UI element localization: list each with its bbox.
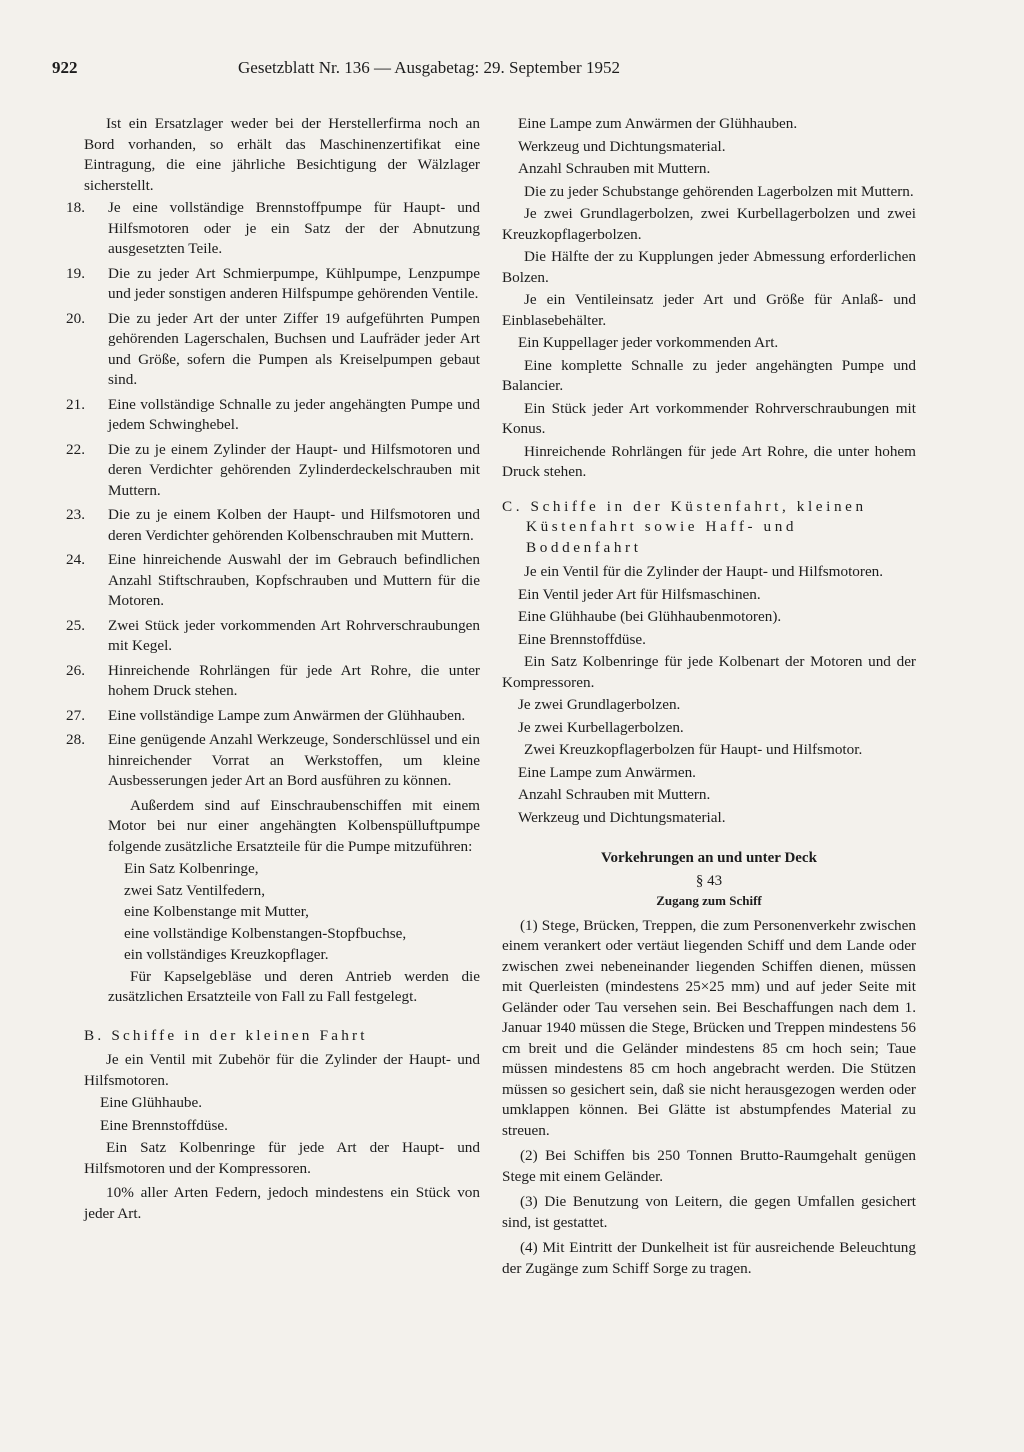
intro-paragraph: Ist ein Ersatzlager weder bei der Herstellerfirma noch an Bord vorhanden, so erhält das Maschinenzertifikat eine Eintragung, die eine jährliche Besichtigung der Wälzlager sicherstellt. [84,115,480,194]
running-title: Gesetzblatt Nr. 136 — Ausgabetag: 29. September 1952 [238,58,620,77]
list-item [66,309,480,391]
section-heading: Vorkehrungen an und unter Deck [601,850,817,866]
section-b-cont-line: Eine Lampe zum Anwärmen der Glühhauben. [518,115,798,132]
paragraph-title: Zugang zum Schiff [656,893,762,908]
list-item [66,505,480,546]
item-number: 27. [66,706,85,724]
section-b-cont-line: Je ein Ventileinsatz jeder Art und Größe für Anlaß- und Einblasebehälter. [502,291,916,329]
section-c-line: Je ein Ventil für die Zylinder der Haupt- und Hilfsmotoren. [524,563,884,580]
sublist-item: ein vollständiges Kreuzkopflager. [124,946,329,963]
list-item [66,395,480,436]
section-c-line: Zwei Kreuzkopflagerbolzen für Haupt- und Hilfsmotor. [524,741,863,758]
section-b-title: B. Schiffe in der kleinen Fahrt [84,1026,368,1044]
item-number: 26. [66,661,85,679]
list-item [66,198,480,260]
section-b-cont-line: Ein Stück jeder Art vorkommender Rohrverschraubungen mit Konus. [502,399,916,437]
page-header [52,58,974,84]
item-text: Die zu jeder Art der unter Ziffer 19 aufgeführten Pumpen gehörenden Lagerschalen, Buchsen und Laufräder jeder Art und Größe, sofern die Pumpen als Kreiselpumpen gebaut sind. [108,309,480,388]
list-item [66,440,480,502]
section-c-title: C. Schiffe in der Küstenfahrt, kleinen Küstenfahrt sowie Haff- und Boddenfahrt [502,497,867,556]
item-number: 25. [66,616,85,634]
paragraph-number: § 43 [695,872,723,889]
section-c-line: Eine Glühhaube (bei Glühhaubenmotoren). [518,608,782,625]
section-c-line: Ein Ventil jeder Art für Hilfsmaschinen. [518,585,761,603]
page-number: 922 [52,58,78,77]
item-number: 24. [66,551,85,568]
section-b-cont-line: Anzahl Schrauben mit Muttern. [518,160,711,177]
item-text: Eine hinreichende Auswahl der im Gebrauch befindlichen Anzahl Stiftschrauben, Kopfschrauben und Muttern für die Motoren. [108,551,480,609]
list-item [66,706,480,727]
section-b-cont-line: Ein Kuppellager jeder vorkommenden Art. [518,334,779,351]
regulation-paragraph: (2) Bei Schiffen bis 250 Tonnen Brutto-Raumgehalt genügen Stege mit einem Geländer. [502,1147,916,1185]
item-number: 22. [66,440,85,458]
list-item [66,730,480,792]
item-text: Die zu jeder Art Schmierpumpe, Kühlpumpe, Lenzpumpe und jeder sonstigen anderen Hilfspumpe gehörenden Ventile. [108,264,480,302]
sublist-item: eine Kolbenstange mit Mutter, [124,903,309,920]
section-b-line: 10% aller Arten Federn, jedoch mindestens ein Stück von jeder Art. [84,1184,480,1222]
item-text: Eine genügende Anzahl Werkzeuge, Sonderschlüssel und ein hinreichender Vorrat an Werkstoffen, um kleine Ausbesserungen jeder Art an Bord ausführen zu können. [108,731,480,789]
list-item [66,264,480,305]
item-number: 23. [66,506,85,523]
section-c-line: Je zwei Grundlagerbolzen. [518,696,681,713]
item-text: Hinreichende Rohrlängen für jede Art Rohre, die unter hohem Druck stehen. [108,661,480,699]
item-text: Zwei Stück jeder vorkommenden Art Rohrverschraubungen mit Kegel. [108,616,480,654]
section-c-line: Je zwei Kurbellagerbolzen. [518,718,684,736]
capsule-blower-paragraph: Für Kapselgebläse und deren Antrieb werden die zusätzlichen Ersatzteile von Fall zu Fall festgelegt. [108,967,480,1005]
sublist-item: Ein Satz Kolbenringe, [124,860,259,877]
section-c-line: Anzahl Schrauben mit Muttern. [518,786,711,803]
item-number: 21. [66,395,85,413]
item-number: 20. [66,309,85,327]
regulation-paragraph: (4) Mit Eintritt der Dunkelheit ist für ausreichende Beleuchtung der Zugänge zum Schiff Sorge zu tragen. [502,1239,916,1277]
item-text: Je eine vollständige Brennstoffpumpe für Haupt- und Hilfsmotoren oder je ein Satz der der Abnutzung ausgesetzten Teile. [108,199,480,257]
section-b-cont-line: Je zwei Grundlagerbolzen, zwei Kurbellagerbolzen und zwei Kreuzkopflagerbolzen. [502,205,916,243]
sublist-item: eine vollständige Kolbenstangen-Stopfbuchse, [124,924,407,942]
section-b-line: Ein Satz Kolbenringe für jede Art der Haupt- und Hilfsmotoren und der Kompressoren. [84,1139,480,1177]
section-b-line: Eine Brennstoffdüse. [100,1116,228,1134]
item-text: Eine vollständige Lampe zum Anwärmen der Glühhauben. [108,706,466,724]
list-item [66,616,480,657]
item-number: 18. [66,199,85,216]
section-b-line: Eine Glühhaube. [100,1094,203,1111]
item-text: Eine vollständige Schnalle zu jeder angehängten Pumpe und jedem Schwinghebel. [108,395,480,433]
item-number: 28. [66,731,85,748]
section-b-cont-line: Die zu jeder Schubstange gehörenden Lagerbolzen mit Muttern. [524,182,914,200]
regulation-paragraph: (3) Die Benutzung von Leitern, die gegen Umfallen gesichert sind, ist gestattet. [502,1193,916,1231]
item-text: Die zu je einem Kolben der Haupt- und Hilfsmotoren und deren Verdichter gehörenden Kolbenschrauben mit Muttern. [108,506,480,544]
section-b-cont-line: Hinreichende Rohrlängen für jede Art Rohre, die unter hohem Druck stehen. [502,442,916,480]
section-b-cont-line: Die Hälfte der zu Kupplungen jeder Abmessung erforderlichen Bolzen. [502,248,916,286]
section-b-cont-line: Eine komplette Schnalle zu jeder angehängten Pumpe und Balancier. [502,356,916,394]
section-c-line: Ein Satz Kolbenringe für jede Kolbenart der Motoren und der Kompressoren. [502,653,916,691]
left-column [66,114,480,1226]
right-column [502,114,916,1284]
list-item [66,661,480,702]
list-item [66,550,480,612]
item-text: Die zu je einem Zylinder der Haupt- und Hilfsmotoren und deren Verdichter gehörenden Zylinderdeckelschrauben mit Muttern. [108,440,480,499]
section-b-cont-line: Werkzeug und Dichtungsmaterial. [518,137,726,155]
item-number: 19. [66,264,85,282]
sublist-item: zwei Satz Ventilfedern, [124,881,265,899]
additional-parts-paragraph: Außerdem sind auf Einschraubenschiffen mit einem Motor bei nur einer angehängten Kolbenspülluftpumpe folgende zusätzliche Ersatzteile für die Pumpe mitzuführen: [108,796,480,855]
section-c-line: Eine Brennstoffdüse. [518,630,646,648]
section-c-line: Werkzeug und Dichtungsmaterial. [518,808,726,826]
regulation-paragraph: (1) Stege, Brücken, Treppen, die zum Personenverkehr zwischen einem verankert oder vertäut liegenden Schiff und dem Lande oder zwischen zwei nebeneinander liegenden Schiffen dienen, müssen mit Querleisten (mindestens 25×25 mm) und auf jeder Seite mit Geländer oder Tau versehen sein. Bei Beschaffungen nach dem 1. Januar 1940 müssen die Stege, Brücken und Treppen mindestens 56 cm breit und die Geländer mindestens 85 cm hoch sein; Taue müssen mindestens 85 cm hoch angebracht werden. Die Stützen müssen so gesichert sein, daß sie nicht herausgezogen werden oder umklappen können. Bei Glätte ist abstumpfendes Material zu streuen. [502,916,916,1139]
section-b-line: Je ein Ventil mit Zubehör für die Zylinder der Haupt- und Hilfsmotoren. [84,1051,480,1089]
section-c-line: Eine Lampe zum Anwärmen. [518,763,696,781]
